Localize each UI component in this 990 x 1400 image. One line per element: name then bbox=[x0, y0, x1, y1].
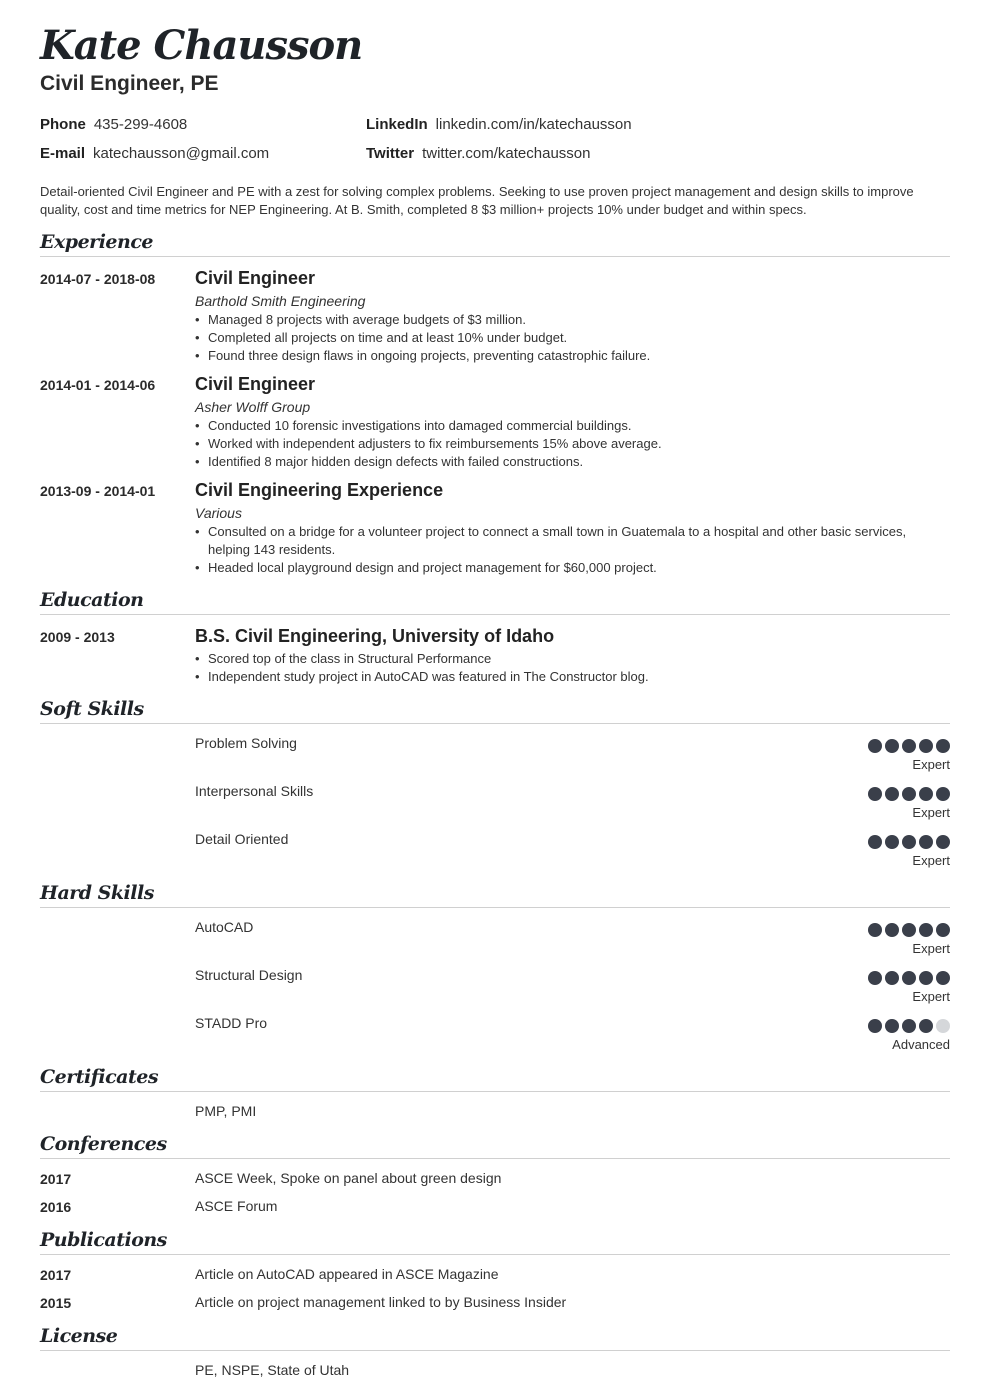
rating-dot-filled bbox=[936, 787, 950, 801]
rating-dot-filled bbox=[919, 787, 933, 801]
skill-level: Advanced bbox=[892, 1037, 950, 1052]
skill-rating bbox=[868, 835, 950, 849]
section-divider bbox=[40, 256, 950, 257]
phone-value[interactable]: 435-299-4608 bbox=[93, 116, 188, 133]
section-divider bbox=[40, 907, 950, 908]
rating-dot-filled bbox=[936, 971, 950, 985]
rating-dot-filled bbox=[919, 835, 933, 849]
rating-dot-filled bbox=[936, 923, 950, 937]
contact-phone bbox=[40, 116, 187, 133]
section-divider bbox=[40, 614, 950, 615]
skill-rating bbox=[868, 923, 950, 937]
section-divider bbox=[40, 1350, 950, 1351]
email-value[interactable]: katechausson@gmail.com bbox=[93, 145, 270, 162]
rating-dot-filled bbox=[868, 835, 882, 849]
skill-level: Expert bbox=[912, 853, 950, 868]
contact-email bbox=[40, 145, 269, 162]
rating-dot-filled bbox=[919, 739, 933, 753]
bullet-item: • Independent study project in AutoCAD was featured in The Constructor blog. bbox=[195, 668, 935, 686]
linkedin-link[interactable]: linkedin.com/in/katechausson bbox=[435, 116, 632, 133]
skill-name: Interpersonal Skills bbox=[195, 783, 314, 799]
rating-dot-filled bbox=[936, 835, 950, 849]
email-label: E-mail bbox=[40, 145, 86, 162]
rating-dot-filled bbox=[868, 971, 882, 985]
skill-rating bbox=[868, 971, 950, 985]
rating-dot-filled bbox=[919, 923, 933, 937]
section-divider bbox=[40, 1091, 950, 1092]
rating-dot-filled bbox=[868, 1019, 882, 1033]
contact-twitter bbox=[366, 145, 590, 162]
skill-name: Structural Design bbox=[195, 967, 303, 983]
section-title-hard-skills: Hard Skills bbox=[40, 882, 154, 904]
skill-level: Expert bbox=[912, 989, 950, 1004]
conference-year: 2017 bbox=[40, 1171, 72, 1187]
rating-dot-filled bbox=[868, 739, 882, 753]
bullet-item: • Completed all projects on time and at least 10% under budget. bbox=[195, 329, 935, 347]
job-bullets bbox=[195, 417, 935, 471]
contact-linkedin bbox=[366, 116, 632, 133]
rating-dot-filled bbox=[902, 1019, 916, 1033]
rating-dot-filled bbox=[902, 835, 916, 849]
bullet-item: • Worked with independent adjusters to fix reimbursements 15% above average. bbox=[195, 435, 935, 453]
section-divider bbox=[40, 723, 950, 724]
education-dates: 2009 - 2013 bbox=[40, 629, 115, 645]
section-divider bbox=[40, 1254, 950, 1255]
rating-dot-filled bbox=[885, 739, 899, 753]
rating-dot-filled bbox=[885, 923, 899, 937]
job-bullets bbox=[195, 523, 935, 577]
section-title-conferences: Conferences bbox=[40, 1133, 167, 1155]
section-divider bbox=[40, 1158, 950, 1159]
job-dates: 2013-09 - 2014-01 bbox=[40, 483, 156, 499]
job-position: Civil Engineer bbox=[195, 374, 316, 394]
conference-year: 2016 bbox=[40, 1199, 72, 1215]
rating-dot-filled bbox=[902, 971, 916, 985]
rating-dot-filled bbox=[885, 835, 899, 849]
bullet-item: • Found three design flaws in ongoing projects, preventing catastrophic failure. bbox=[195, 347, 935, 365]
bullet-item: • Conducted 10 forensic investigations into damaged commercial buildings. bbox=[195, 417, 935, 435]
publication-text: Article on AutoCAD appeared in ASCE Magazine bbox=[195, 1266, 499, 1282]
rating-dot-filled bbox=[902, 923, 916, 937]
rating-dot-filled bbox=[868, 923, 882, 937]
skill-name: STADD Pro bbox=[195, 1015, 268, 1031]
rating-dot-filled bbox=[902, 739, 916, 753]
rating-dot-filled bbox=[885, 971, 899, 985]
job-company: Barthold Smith Engineering bbox=[195, 293, 366, 309]
job-dates: 2014-01 - 2014-06 bbox=[40, 377, 156, 393]
skill-name: Detail Oriented bbox=[195, 831, 289, 847]
rating-dot-filled bbox=[885, 1019, 899, 1033]
twitter-link[interactable]: twitter.com/katechausson bbox=[422, 145, 591, 162]
section-title-experience: Experience bbox=[40, 231, 153, 253]
job-position: Civil Engineer bbox=[195, 268, 316, 288]
job-dates: 2014-07 - 2018-08 bbox=[40, 271, 156, 287]
rating-dot-filled bbox=[919, 971, 933, 985]
summary: Detail-oriented Civil Engineer and PE with a zest for solving complex problems. Seeking to use proven project management and design skills to improve quality, cost and time metrics for NEP Engineering. At B. Smith, completed 8 $3 million+ projects 10% under budget and within specs. bbox=[40, 184, 914, 217]
rating-dot-filled bbox=[885, 787, 899, 801]
bullet-item: • Headed local playground design and project management for $60,000 project. bbox=[195, 559, 935, 577]
license-value: PE, NSPE, State of Utah bbox=[195, 1362, 350, 1378]
job-bullets bbox=[195, 311, 935, 365]
publication-year: 2015 bbox=[40, 1295, 72, 1311]
education-bullets bbox=[195, 650, 935, 686]
section-title-soft-skills: Soft Skills bbox=[40, 698, 144, 720]
section-title-certificates: Certificates bbox=[40, 1066, 159, 1088]
skill-rating bbox=[868, 739, 950, 753]
section-title-publications: Publications bbox=[40, 1229, 167, 1251]
bullet-item: • Identified 8 major hidden design defects with failed constructions. bbox=[195, 453, 935, 471]
linkedin-label: LinkedIn bbox=[366, 116, 428, 133]
section-title-education: Education bbox=[40, 589, 144, 611]
skill-rating bbox=[868, 1019, 950, 1033]
publication-year: 2017 bbox=[40, 1267, 72, 1283]
bullet-item: • Scored top of the class in Structural Performance bbox=[195, 650, 935, 668]
rating-dot-filled bbox=[936, 739, 950, 753]
bullet-item: • Managed 8 projects with average budgets of $3 million. bbox=[195, 311, 935, 329]
rating-dot-empty bbox=[936, 1019, 950, 1033]
bullet-item: • Consulted on a bridge for a volunteer project to connect a small town in Guatemala to a hospital and other basic services, helping 143 residents. bbox=[195, 523, 935, 559]
job-position: Civil Engineering Experience bbox=[195, 480, 444, 500]
job-title: Civil Engineer, PE bbox=[40, 72, 219, 95]
publication-text: Article on project management linked to by Business Insider bbox=[195, 1294, 567, 1310]
skill-level: Expert bbox=[912, 805, 950, 820]
education-degree: B.S. Civil Engineering, University of Idaho bbox=[195, 626, 555, 646]
job-company: Various bbox=[195, 505, 242, 521]
conference-text: ASCE Forum bbox=[195, 1198, 278, 1214]
certificate-value: PMP, PMI bbox=[195, 1103, 257, 1119]
skill-name: Problem Solving bbox=[195, 735, 297, 751]
section-title-license: License bbox=[40, 1325, 118, 1347]
resume-name: Kate Chausson bbox=[40, 22, 363, 69]
rating-dot-filled bbox=[868, 787, 882, 801]
phone-label: Phone bbox=[40, 116, 86, 133]
conference-text: ASCE Week, Spoke on panel about green design bbox=[195, 1170, 502, 1186]
skill-level: Expert bbox=[912, 941, 950, 956]
twitter-label: Twitter bbox=[366, 145, 415, 162]
job-company: Asher Wolff Group bbox=[195, 399, 311, 415]
rating-dot-filled bbox=[902, 787, 916, 801]
skill-rating bbox=[868, 787, 950, 801]
rating-dot-filled bbox=[919, 1019, 933, 1033]
skill-name: AutoCAD bbox=[195, 919, 254, 935]
skill-level: Expert bbox=[912, 757, 950, 772]
